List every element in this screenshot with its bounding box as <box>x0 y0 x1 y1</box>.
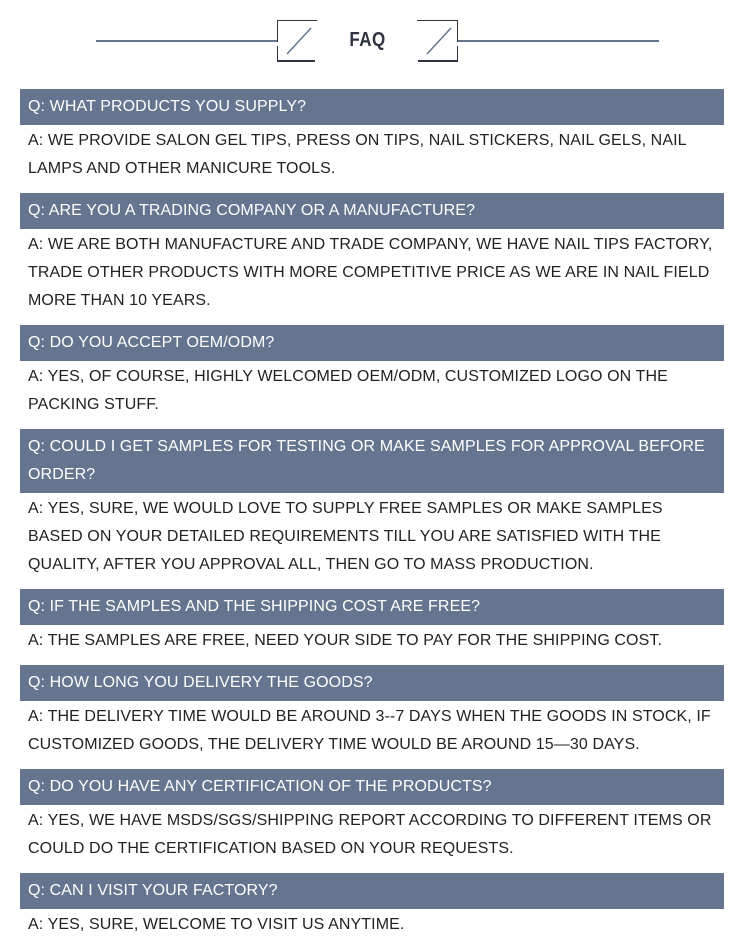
faq-answer: A: YES, WE HAVE MSDS/SGS/SHIPPING REPORT ACCORDING TO DIFFERENT ITEMS OR COULD DO THE CERTIFICATION BASED ON YOUR REQUESTS. <box>28 812 712 857</box>
faq-answer: A: THE SAMPLES ARE FREE, NEED YOUR SIDE TO PAY FOR THE SHIPPING COST. <box>28 632 663 649</box>
faq-item <box>20 665 724 769</box>
faq-item <box>20 89 724 193</box>
faq-question: Q: DO YOU HAVE ANY CERTIFICATION OF THE PRODUCTS? <box>20 769 724 805</box>
page-title: FAQ <box>349 29 386 51</box>
faq-question: Q: WHAT PRODUCTS YOU SUPPLY? <box>20 89 724 125</box>
faq-question: Q: ARE YOU A TRADING COMPANY OR A MANUFACTURE? <box>20 193 724 229</box>
faq-question: Q: DO YOU ACCEPT OEM/ODM? <box>20 325 724 361</box>
faq-answer: A: YES, SURE, WELCOME TO VISIT US ANYTIME. <box>28 916 405 933</box>
faq-list <box>20 89 724 949</box>
faq-question: Q: IF THE SAMPLES AND THE SHIPPING COST ARE FREE? <box>20 589 724 625</box>
faq-question: Q: CAN I VISIT YOUR FACTORY? <box>20 873 724 909</box>
header-rule-left <box>96 40 277 42</box>
faq-item <box>20 769 724 873</box>
faq-item <box>20 193 724 325</box>
faq-question: Q: HOW LONG YOU DELIVERY THE GOODS? <box>20 665 724 701</box>
faq-answer: A: THE DELIVERY TIME WOULD BE AROUND 3--7 DAYS WHEN THE GOODS IN STOCK, IF CUSTOMIZED GOODS, THE DELIVERY TIME WOULD BE AROUND 15—30 DAYS. <box>28 708 711 753</box>
faq-answer: A: WE ARE BOTH MANUFACTURE AND TRADE COMPANY, WE HAVE NAIL TIPS FACTORY, TRADE OTHER PRODUCTS WITH MORE COMPETITIVE PRICE AS WE ARE IN NAIL FIELD MORE THAN 10 YEARS. <box>28 236 713 309</box>
faq-question: Q: COULD I GET SAMPLES FOR TESTING OR MAKE SAMPLES FOR APPROVAL BEFORE ORDER? <box>20 429 724 493</box>
faq-item <box>20 873 724 949</box>
faq-item <box>20 589 724 665</box>
faq-answer: A: WE PROVIDE SALON GEL TIPS, PRESS ON TIPS, NAIL STICKERS, NAIL GELS, NAIL LAMPS AND OTHER MANICURE TOOLS. <box>28 132 687 177</box>
faq-item <box>20 325 724 429</box>
faq-answer: A: YES, SURE, WE WOULD LOVE TO SUPPLY FREE SAMPLES OR MAKE SAMPLES BASED ON YOUR DETAILED REQUIREMENTS TILL YOU ARE SATISFIED WITH THE QUALITY, AFTER YOU APPROVAL ALL, THEN GO TO MASS PRODUCTION. <box>28 500 663 573</box>
faq-item <box>20 429 724 589</box>
header-rule-right <box>458 40 659 42</box>
faq-header <box>0 0 750 80</box>
faq-answer: A: YES, OF COURSE, HIGHLY WELCOMED OEM/ODM, CUSTOMIZED LOGO ON THE PACKING STUFF. <box>28 368 668 413</box>
title-frame <box>277 20 458 62</box>
